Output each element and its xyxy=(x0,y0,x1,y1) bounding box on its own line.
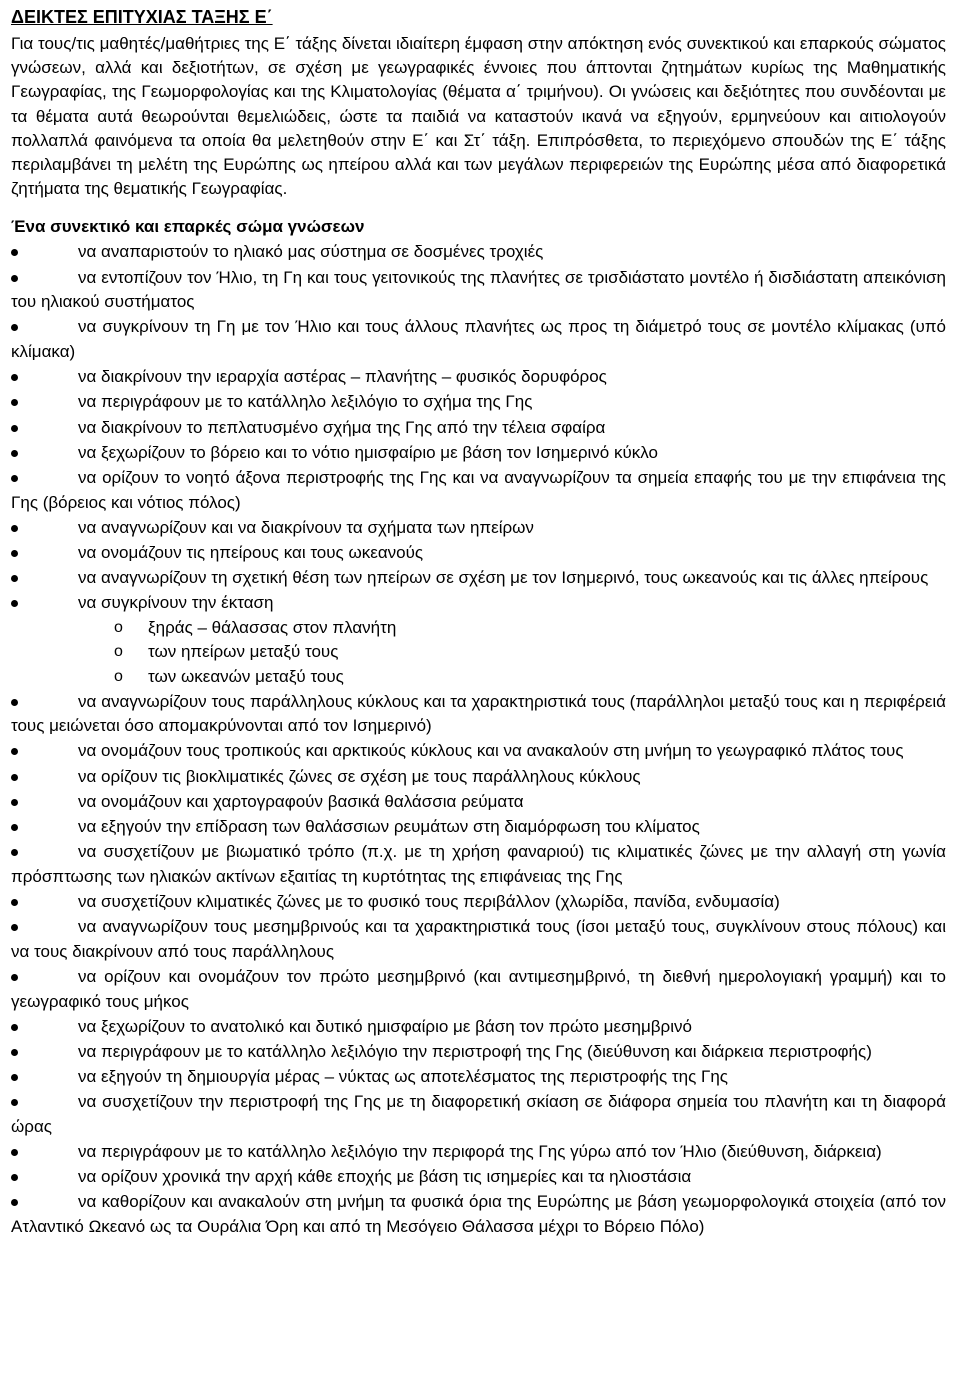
list-item-text: να εξηγούν τη δημιουργία μέρας – νύκτας ως αποτελέσματος της περιστροφής της Γης xyxy=(78,1067,729,1087)
list-item xyxy=(11,890,946,915)
bullet-icon xyxy=(11,924,18,931)
bullet-icon xyxy=(11,1099,18,1106)
list-item xyxy=(11,541,946,566)
list-item xyxy=(11,815,946,840)
circle-bullet-icon: o xyxy=(114,667,123,685)
list-item xyxy=(11,315,946,364)
bullet-icon xyxy=(11,275,18,282)
list-item-text: να αναγνωρίζουν τους μεσημβρινούς και τα χαρακτηριστικά τους (ίσοι μεταξύ τους, συγκλίνουν στους πόλους) και να τους διακρίνουν από τους παράλληλους xyxy=(11,917,946,961)
list-item xyxy=(11,1040,946,1065)
bullet-icon xyxy=(11,475,18,482)
list-item-text: να ορίζουν και ονομάζουν τον πρώτο μεσημβρινό (και αντιμεσημβρινό, τη διεθνή ημερολογιακή γραμμή) και το γεωγραφικό τους μήκος xyxy=(11,966,946,1011)
sub-list-item xyxy=(11,616,946,640)
bullet-icon xyxy=(11,699,18,706)
list-item-text: να εντοπίζουν τον Ήλιο, τη Γη και τους γειτονικούς της πλανήτες σε τρισδιάστατο μοντέλο ή δισδιάστατη απεικόνιση του ηλιακού συστήματος xyxy=(11,267,946,312)
list-item xyxy=(11,765,946,790)
list-item-text: να αναγνωρίζουν τους παράλληλους κύκλους και τα χαρακτηριστικά τους (παράλληλοι μεταξύ τους και η περιφέρειά τους μειώνεται όσο απομακρύνονται από τον Ισημερινό) xyxy=(11,691,946,736)
list-item xyxy=(11,390,946,415)
list-item xyxy=(11,1015,946,1040)
list-item-text: να ονομάζουν τις ηπείρους και τους ωκεανούς xyxy=(78,542,424,562)
bullet-icon xyxy=(11,799,18,806)
list-item-text: να περιγράφουν με το κατάλληλο λεξιλόγιο την περιστροφή της Γης (διεύθυνση και διάρκεια περιστροφής) xyxy=(78,1041,872,1061)
bullet-icon xyxy=(11,399,18,406)
list-item xyxy=(11,566,946,591)
list-item xyxy=(11,915,946,964)
indicator-list xyxy=(11,240,946,1239)
list-item-text: να συγκρίνουν τη Γη με τον Ήλιο και τους άλλους πλανήτες ως προς τη διάμετρό τους σε μοντέλο κλίμακας (υπό κλίμακα) xyxy=(11,317,946,361)
list-item-text: να ονομάζουν τους τροπικούς και αρκτικούς κύκλους και να ανακαλούν στη μνήμη το γεωγραφικό πλάτος τους xyxy=(78,741,904,761)
sub-list-item xyxy=(11,665,946,689)
list-item-text: να περιγράφουν με το κατάλληλο λεξιλόγιο την περιφορά της Γης γύρω από τον Ήλιο (διεύθυνση, διάρκεια) xyxy=(78,1142,882,1162)
list-item xyxy=(11,1190,946,1239)
list-item-text: να περιγράφουν με το κατάλληλο λεξιλόγιο το σχήμα της Γης xyxy=(78,392,533,412)
list-item xyxy=(11,516,946,541)
list-item-text: να καθορίζουν και ανακαλούν στη μνήμη τα φυσικά όρια της Ευρώπης με βάση γεωμορφολογικά στοιχεία (από τον Ατλαντικό Ωκεανό ως τα Ουράλια Όρη και από τη Μεσόγειο Θάλασσα μέχρι το Βόρειο Πόλο) xyxy=(11,1192,946,1237)
bullet-icon xyxy=(11,974,18,981)
bullet-icon xyxy=(11,774,18,781)
list-item-text: να ξεχωρίζουν το βόρειο και το νότιο ημισφαίριο με βάση τον Ισημερινό κύκλο xyxy=(78,442,658,462)
list-item-text: να ορίζουν χρονικά την αρχή κάθε εποχής με βάση τις ισημερίες και τα ηλιοστάσια xyxy=(78,1167,692,1187)
list-item-text: να συσχετίζουν την περιστροφή της Γης με τη διαφορετική σκίαση σε διάφορα σημεία του πλανήτη και τη διαφορά ώρας xyxy=(11,1092,946,1136)
list-item-text: να αναπαριστούν το ηλιακό μας σύστημα σε δοσμένες τροχιές xyxy=(78,242,544,262)
bullet-icon xyxy=(11,374,18,381)
list-item xyxy=(11,965,946,1014)
bullet-icon xyxy=(11,1199,18,1206)
list-item-text: να συσχετίζουν κλιματικές ζώνες με το φυσικό τους περιβάλλον (χλωρίδα, πανίδα, ενδυμασία) xyxy=(78,891,780,911)
list-item-text: να συγκρίνουν την έκταση xyxy=(78,593,274,613)
bullet-icon xyxy=(11,849,18,856)
list-item-text: να ονομάζουν και χαρτογραφούν βασικά θαλάσσια ρεύματα xyxy=(78,791,524,811)
list-item xyxy=(11,1165,946,1190)
bullet-icon xyxy=(11,575,18,582)
intro-paragraph: Για τους/τις μαθητές/μαθήτριες της Ε΄ τάξης δίνεται ιδιαίτερη έμφαση στην απόκτηση ενός συνεκτικού και επαρκούς σώματος γνώσεων, αλλά και δεξιοτήτων, σε σχέση με γεωγραφικές έννοιες που άπτονται ζητημάτων κυρίως της Μαθηματικής Γεωγραφίας, της Γεωμορφολογίας και της Κλιματολογίας (θέματα α΄ τριμήνου). Οι γνώσεις και δεξιότητες που συνδέονται με τα θέματα αυτά θεωρούνται θεμελιώδεις, ώστε τα παιδιά να καταστούν ικανά να εξηγούν, ερμηνεύουν και αιτιολογούν πολλαπλά φαινόμενα τα οποία θα μελετηθούν στην Ε΄ και Στ΄ τάξη. Επιπρόσθετα, το περιεχόμενο σπουδών της Ε΄ τάξης περιλαμβάνει τη μελέτη της Ευρώπης ως ηπείρου αλλά και των μεγάλων περιφερειών της Ευρώπης μέσα από διαφορετικά ζητήματα της θεματικής Γεωγραφίας. xyxy=(11,34,946,199)
sub-list-item-text: των ωκεανών μεταξύ τους xyxy=(148,666,344,686)
sub-list-item-text: ξηράς – θάλασσας στον πλανήτη xyxy=(148,617,397,637)
sub-list xyxy=(11,616,946,689)
list-item xyxy=(11,739,946,764)
circle-bullet-icon: o xyxy=(114,618,123,636)
bullet-icon xyxy=(11,1024,18,1031)
list-item xyxy=(11,240,946,265)
circle-bullet-icon: o xyxy=(114,643,123,661)
list-item-text: να αναγνωρίζουν τη σχετική θέση των ηπείρων σε σχέση με τον Ισημερινό, τους ωκεανούς και τις άλλες ηπείρους xyxy=(78,568,929,588)
list-item xyxy=(11,466,946,515)
bullet-icon xyxy=(11,1174,18,1181)
list-item-text: να ορίζουν τις βιοκλιματικές ζώνες σε σχέση με τους παράλληλους κύκλους xyxy=(78,766,641,786)
sub-list-item xyxy=(11,640,946,664)
bullet-icon xyxy=(11,450,18,457)
bullet-icon xyxy=(11,249,18,256)
sub-list-item-text: των ηπείρων μεταξύ τους xyxy=(148,642,339,662)
bullet-icon xyxy=(11,1049,18,1056)
list-item-text: να διακρίνουν το πεπλατυσμένο σχήμα της Γης από την τέλεια σφαίρα xyxy=(78,417,606,437)
list-item xyxy=(11,1065,946,1090)
list-item xyxy=(11,591,946,689)
list-item-text: να ορίζουν το νοητό άξονα περιστροφής της Γης και να αναγνωρίζουν τα σημεία επαφής του με την επιφάνεια της Γης (βόρειος και νότιος πόλος) xyxy=(11,467,946,512)
list-item-text: να ξεχωρίζουν το ανατολικό και δυτικό ημισφαίριο με βάση τον πρώτο μεσημβρινό xyxy=(78,1016,692,1036)
bullet-icon xyxy=(11,600,18,607)
list-item-text: να συσχετίζουν με βιωματικό τρόπο (π.χ. με τη χρήση φαναριού) τις κλιματικές ζώνες με την αλλαγή στη γωνία πρόσπτωσης των ηλιακών ακτίνων εξαιτίας τη κυρτότητας της επιφάνειας της Γης xyxy=(11,842,946,886)
bullet-icon xyxy=(11,748,18,755)
bullet-icon xyxy=(11,550,18,557)
list-item xyxy=(11,365,946,390)
document-page xyxy=(11,4,946,1240)
bullet-icon xyxy=(11,525,18,532)
list-item xyxy=(11,441,946,466)
list-item xyxy=(11,1140,946,1165)
list-item-text: να αναγνωρίζουν και να διακρίνουν τα σχήματα των ηπείρων xyxy=(78,517,534,537)
bullet-icon xyxy=(11,425,18,432)
list-item-text: να διακρίνουν την ιεραρχία αστέρας – πλανήτης – φυσικός δορυφόρος xyxy=(78,367,607,387)
section-heading: Ένα συνεκτικό και επαρκές σώμα γνώσεων xyxy=(11,217,365,237)
list-item xyxy=(11,266,946,315)
page-title: ΔΕΙΚΤΕΣ ΕΠΙΤΥΧΙΑΣ ΤΑΞΗΣ Ε΄ xyxy=(11,7,273,27)
list-item-text: να εξηγούν την επίδραση των θαλάσσιων ρευμάτων στη διαμόρφωση του κλίματος xyxy=(78,817,700,837)
bullet-icon xyxy=(11,824,18,831)
list-item xyxy=(11,840,946,889)
bullet-icon xyxy=(11,899,18,906)
list-item xyxy=(11,416,946,441)
bullet-icon xyxy=(11,324,18,331)
list-item xyxy=(11,690,946,739)
list-item xyxy=(11,790,946,815)
list-item xyxy=(11,1090,946,1139)
bullet-icon xyxy=(11,1074,18,1081)
bullet-icon xyxy=(11,1149,18,1156)
